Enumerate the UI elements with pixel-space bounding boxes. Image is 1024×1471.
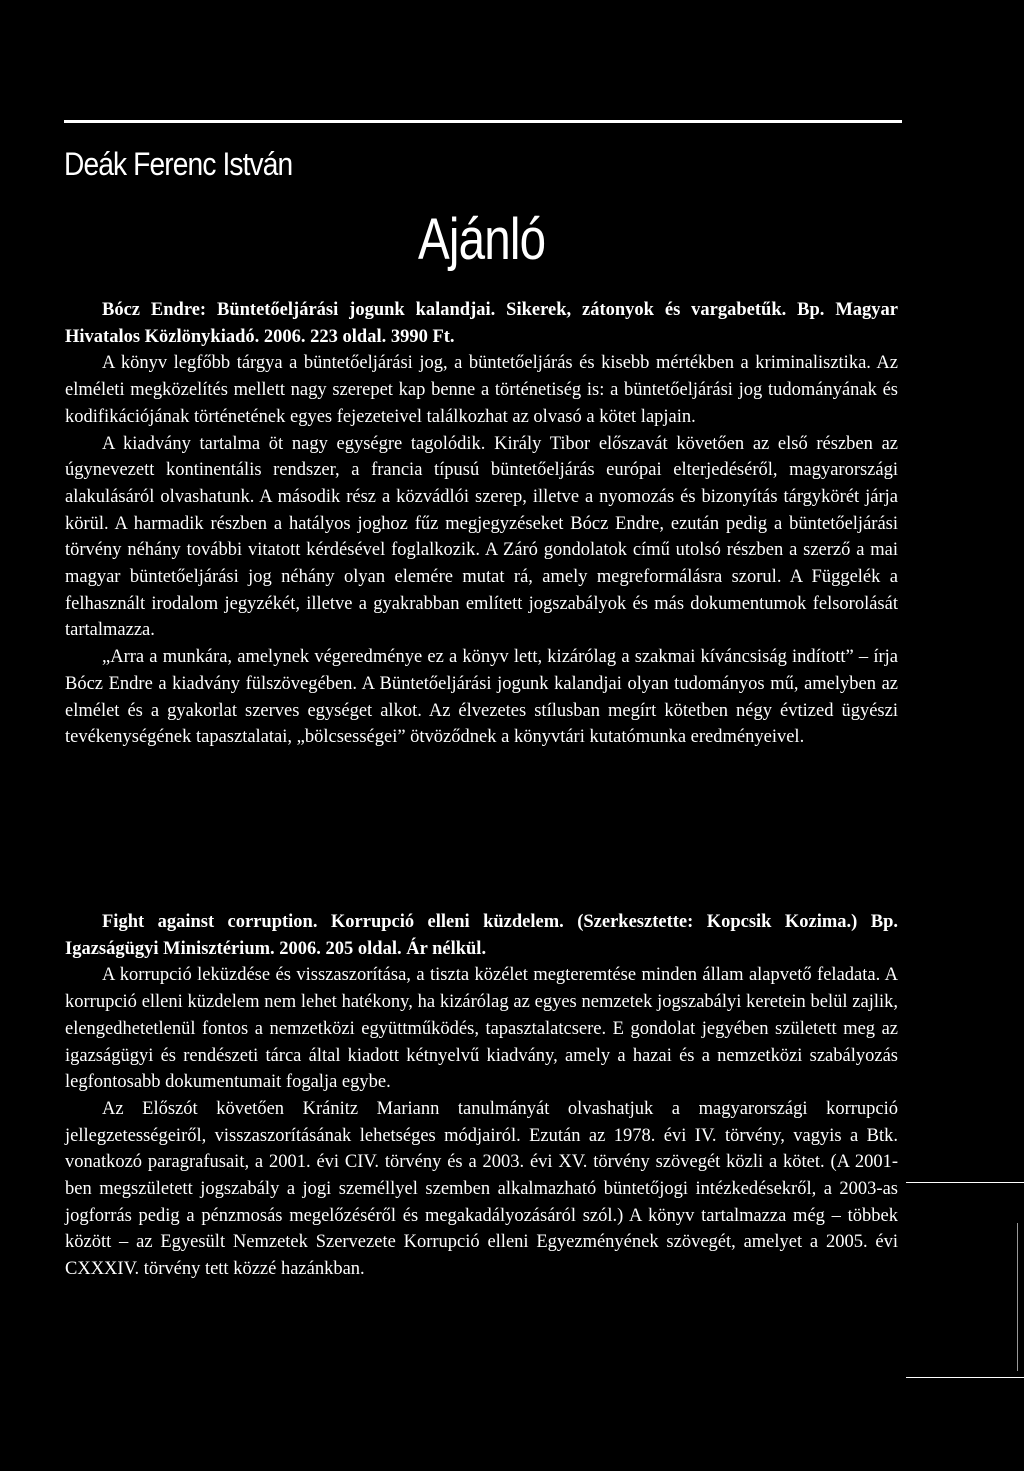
review-1-paragraph-2: A kiadvány tartalma öt nagy egységre tagolódik. Király Tibor előszavát követően az első részben az úgynevezett kontinentális rendszer, a francia típusú büntetőeljárás európai elterjedéséről, magyarországi alakulásáról olvashatunk. A második rész a közvádlói szerep, illetve a nyomozás és bizonyítás tárgykörét járja körül. A harmadik részben a hatályos joghoz fűz megjegyzéseket Bócz Endre, ezután pedig a büntetőeljárási törvény néhány további vitatott kérdésével foglalkozik. A Záró gondolatok című utolsó részben a szerző a mai magyar büntetőeljárási jog néhány olyan elemére mutat rá, amely megreformálásra szorul. A Függelék a felhasznált irodalom jegyzékét, illetve a gyakrabban említett jogszabályok és más dokumentumok felsorolását tartalmazza. bbox=[65, 433, 898, 641]
top-rule bbox=[64, 120, 902, 123]
review-1-paragraph-1: A könyv legfőbb tárgya a büntetőeljárási jog, a büntetőeljárás és kisebb mértékben a kriminalisztika. Az elméleti megközelítés mellett nagy szerepet kap benne a történetiség is: a büntetőeljárási jog tudományának és kodifikációjának történetének egyes fejezeteivel találkozhat az olvasó a kötet lapjain. bbox=[65, 353, 898, 427]
review-1-heading: Bócz Endre: Büntetőeljárási jogunk kalandjai. Sikerek, zátonyok és vargabetűk. Bp. Magyar Hivatalos Közlönykiadó. 2006. 223 oldal. 3990 Ft. bbox=[65, 300, 898, 347]
review-2-heading: Fight against corruption. Korrupció elleni küzdelem. (Szerkesztette: Kopcsik Kozima.) Bp. Igazságügyi Minisztérium. 2006. 205 oldal. Ár nélkül. bbox=[65, 912, 898, 959]
review-2-paragraph-2: Az Előszót követően Kránitz Mariann tanulmányát olvashatjuk a magyarországi korrupció jellegzetességeiről, visszaszorításának lehetséges módjairól. Ezután az 1978. évi IV. törvény, vagyis a Btk. vonatkozó paragrafusait, a 2001. évi CIV. törvény és a 2003. évi XV. törvény szövegét közli a kötet. (A 2001-ben megszületett jogszabály a jogi személlyel szemben alkalmazható büntetőjogi intézkedésekről, a 2003-as jogforrás pedig a pénzmosás megelőzéséről és megakadályozásáról szól.) A könyv tartalmazza még – többek között – az Egyesült Nemzetek Szervezete Korrupció elleni Egyezményének szövegét, amelyet a 2005. évi CXXXIV. törvény tett közzé hazánkban. bbox=[65, 1098, 898, 1280]
review-1-paragraph-3: „Arra a munkára, amelynek végeredménye ez a könyv lett, kizárólag a szakmai kíváncsiság indított” – írja Bócz Endre a kiadvány fülszövegében. A Büntetőeljárási jogunk kalandjai olyan tudományos mű, amelyben az elmélet és a gyakorlat szerves egységet alkot. Az élvezetes stílusban megírt kötetben négy évtized ügyészi tevékenységének tapasztalatai, „bölcsességei” ötvöződnek a könyvtári kutatómunka eredményeivel. bbox=[65, 647, 898, 748]
review-1 bbox=[65, 297, 898, 751]
review-2-paragraph-1: A korrupció leküzdése és visszaszorítása, a tiszta közélet megteremtése minden állam alapvető feladata. A korrupció elleni küzdelem nem lehet hatékony, ha kizárólag az egyes nemzetek jogszabályi keretein belül zajlik, elengedhetetlenül fontos a nemzetközi együttműködés, tapasztalatcsere. E gondolat jegyében született meg az igazságügyi és rendészeti tárca által kiadott kétnyelvű kiadvány, amely a hazai és a nemzetközi szabályozás legfontosabb dokumentumait fogalja egybe. bbox=[65, 965, 898, 1093]
review-2 bbox=[65, 909, 898, 1283]
margin-box bbox=[906, 1182, 1024, 1378]
section-title: Ajánló bbox=[418, 207, 546, 272]
margin-box-edge bbox=[1017, 1223, 1018, 1371]
author-name: Deák Ferenc István bbox=[64, 146, 293, 182]
